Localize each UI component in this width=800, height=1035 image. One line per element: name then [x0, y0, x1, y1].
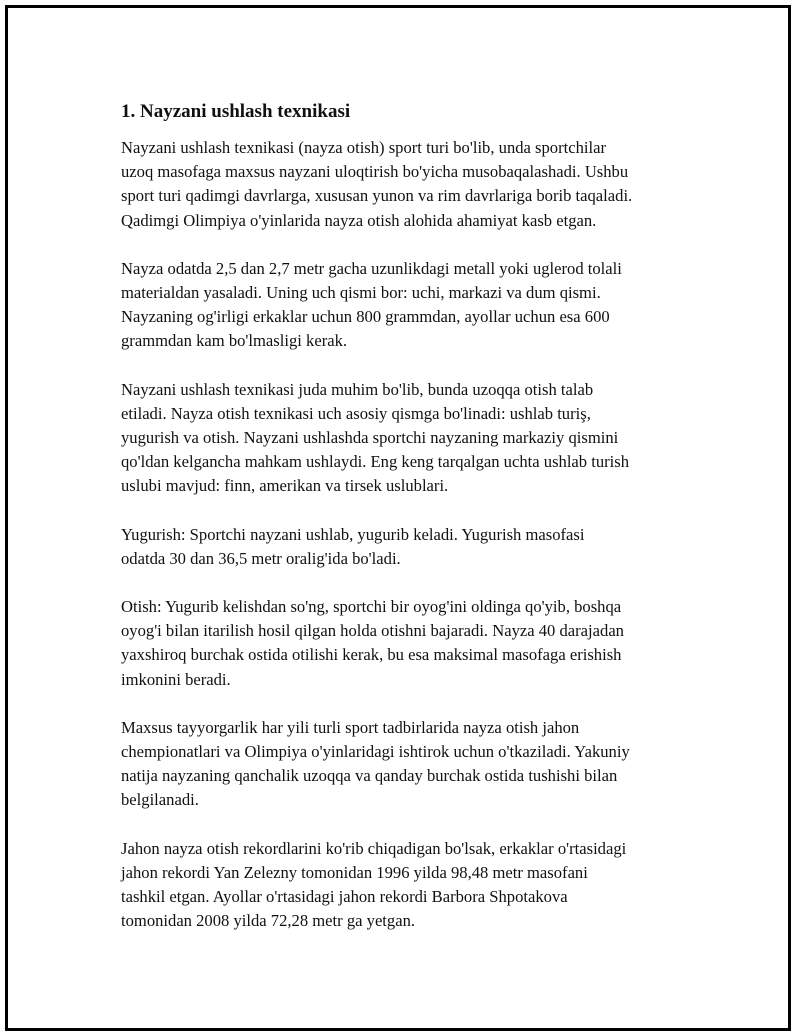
section-heading: 1. Nayzani ushlash texnikasi	[121, 101, 351, 122]
text-line: yaxshiroq burchak ostida otilishi kerak, bu esa maksimal masofaga erishish	[121, 645, 622, 665]
text-line: Nayzaning og'irligi erkaklar uchun 800 grammdan, ayollar uchun esa 600	[121, 307, 610, 327]
text-line: tomonidan 2008 yilda 72,28 metr ga yetgan.	[121, 911, 416, 931]
text-line: uzoq masofaga maxsus nayzani uloqtirish bo'yicha musobaqalashadi. Ushbu	[121, 162, 629, 182]
page-frame	[5, 5, 791, 1031]
text-line: uslubi mavjud: finn, amerikan va tirsek uslublari.	[121, 476, 449, 496]
text-line: Otish: Yugurib kelishdan so'ng, sportchi bir oyog'ini oldinga qo'yib, boshqa	[121, 597, 622, 617]
paragraph	[121, 257, 711, 354]
text-line: etiladi. Nayza otish texnikasi uch asosiy qismga bo'linadi: ushlab turiş,	[121, 403, 591, 423]
text-line: Nayza odatda 2,5 dan 2,7 metr gacha uzunlikdagi metall yoki uglerod tolali	[121, 258, 622, 278]
document-body	[121, 100, 711, 957]
text-line: jahon rekordi Yan Zelezny tomonidan 1996 yilda 98,48 metr masofani	[121, 862, 588, 882]
text-line: yugurish va otish. Nayzani ushlashda sportchi nayzaning markaziy qismini	[121, 428, 619, 448]
text-line: tashkil etgan. Ayollar o'rtasidagi jahon rekordi Barbora Shpotakova	[121, 887, 568, 907]
text-line: Jahon nayza otish rekordlarini ko'rib chiqadigan bo'lsak, erkaklar o'rtasidagi	[121, 838, 627, 858]
text-line: qo'ldan kelgancha mahkam ushlaydi. Eng keng tarqalgan uchta ushlab turish	[121, 452, 630, 472]
text-line: Nayzani ushlash texnikasi (nayza otish) sport turi bo'lib, unda sportchilar	[121, 138, 607, 157]
text-line: Yugurish: Sportchi nayzani ushlab, yugurib keladi. Yugurish masofasi	[121, 524, 585, 544]
paragraph	[121, 136, 711, 233]
paragraph	[121, 523, 711, 571]
text-line: sport turi qadimgi davrlarga, xususan yunon va rim davrlariga borib taqaladi.	[121, 186, 633, 206]
text-line: grammdan kam bo'lmasligi kerak.	[121, 331, 348, 351]
text-line: odatda 30 dan 36,5 metr oralig'ida bo'ladi.	[121, 548, 401, 568]
paragraph	[121, 837, 711, 934]
text-line: chempionatlari va Olimpiya o'yinlaridagi ishtirok uchun o'tkaziladi. Yakuniy	[121, 742, 630, 762]
paragraph	[121, 378, 711, 499]
text-line: belgilanadi.	[121, 790, 199, 810]
text-line: natija nayzaning qanchalik uzoqqa va qanday burchak ostida tushishi bilan	[121, 766, 618, 786]
paragraph	[121, 595, 711, 692]
paragraph	[121, 716, 711, 813]
paragraph-list	[121, 136, 711, 933]
text-line: Maxsus tayyorgarlik har yili turli sport tadbirlarida nayza otish jahon	[121, 717, 580, 737]
text-line: Nayzani ushlash texnikasi juda muhim bo'lib, bunda uzoqqa otish talab	[121, 379, 594, 399]
text-line: materialdan yasaladi. Uning uch qismi bor: uchi, markazi va dum qismi.	[121, 283, 601, 303]
text-line: oyog'i bilan itarilish hosil qilgan holda otishni bajaradi. Nayza 40 darajadan	[121, 621, 624, 641]
text-line: Qadimgi Olimpiya o'yinlarida nayza otish alohida ahamiyat kasb etgan.	[121, 210, 597, 230]
text-line: imkonini beradi.	[121, 669, 231, 689]
